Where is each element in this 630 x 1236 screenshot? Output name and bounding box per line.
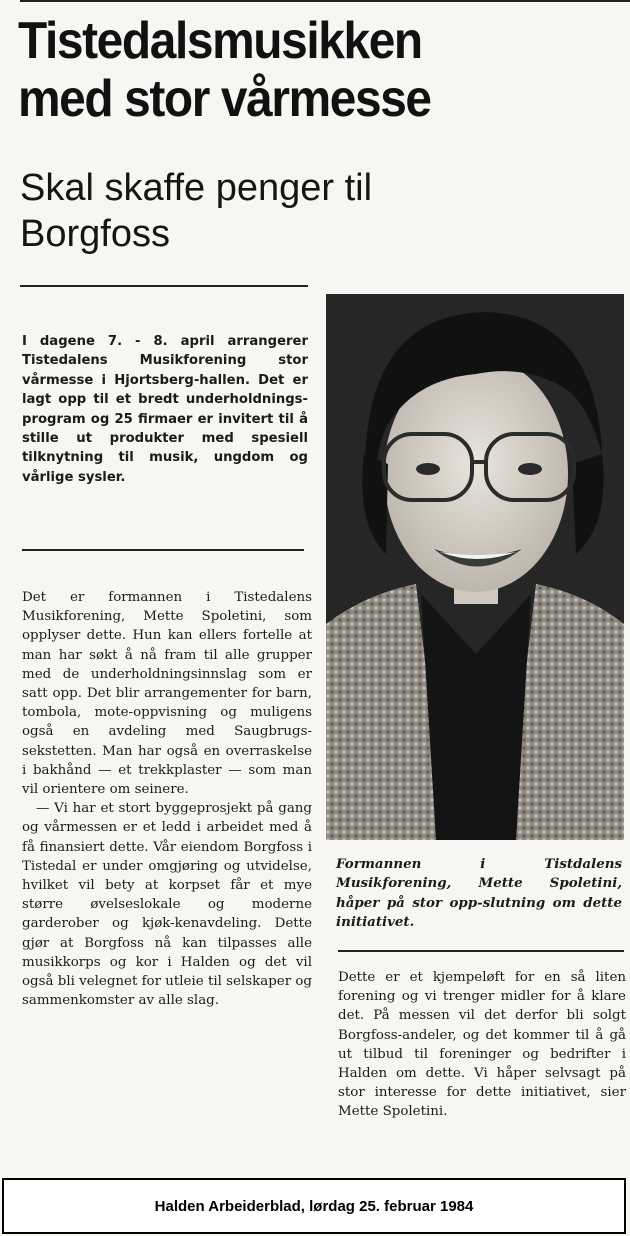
lead-paragraph: I dagene 7. - 8. april arrangerer Tistedalens Musikforening stor vårmesse i Hjortsberg-hallen. Det er lagt opp til et bredt underholdnings-program og 25 firmaer er invitert til å stille ut produkter med spesiell tilknytning til musik, ungdom og vårlige sysler. xyxy=(22,334,308,485)
photo-caption: Formannen i Tistdalens Musikforening, Mette Spoletini, håper på stor opp-slutning om dette initiativet. xyxy=(336,856,622,931)
headline-line-1: Tistedalsmusikken xyxy=(18,12,422,70)
source-citation: Halden Arbeiderblad, lørdag 25. februar 1984 xyxy=(154,1197,474,1215)
portrait-photo xyxy=(326,294,624,840)
body-paragraph: — Vi har et stort byggeprosjekt på gang og vårmessen er et ledd i arbeidet med å få finansiert dette. Vår eiendom Borgfoss i Tistedal er under omgjøring og utvidelse, hvilket vil bety at korpset får et mye større øvelseslokale og moderne garderober og kjøk-kenavdeling. Dette gjør at Borgfoss nå kan tilpasses alle musikkorps og kor i Halden og det vil også bli velegnet for utleie til selskaper og sammenkomster av alle slag. xyxy=(22,801,312,1009)
headline xyxy=(18,12,552,128)
divider-rule xyxy=(338,950,624,952)
subheadline xyxy=(20,165,580,257)
subheadline-line-2: Borgfoss xyxy=(20,213,170,255)
divider-rule xyxy=(22,549,304,551)
adjacent-article-fragment xyxy=(600,20,630,130)
subheadline-line-1: Skal skaffe penger til xyxy=(20,167,373,209)
divider-rule xyxy=(20,285,308,287)
body-paragraph: Dette er et kjempeløft for en så liten forening og vi trenger midler for å klare det. På messen vil det derfor bli solgt Borgfoss-andeler, og det kommer til å gå ut tilbud til foreninger og bedrifter i Halden om dette. Vi håper selvsagt på stor interesse for dette initiativet, sier Mette Spoletini. xyxy=(338,970,626,1120)
headline-line-2: med stor vårmesse xyxy=(18,70,431,128)
body-column-left xyxy=(22,588,312,1010)
body-paragraph: Det er formannen i Tistedalens Musikforening, Mette Spoletini, som opplyser dette. Hun kan ellers fortelle at man har søkt å nå fram til alle grupper med de underholdningsinnslag som er satt opp. Det blir arrangementer for barn, tombola, mote-oppvisning og muligens også en avdeling med Saugbrugs-sekstetten. Man har også en overraskelse i bakhånd — et trekkplaster — som man vil orientere om seinere. xyxy=(22,590,312,798)
portrait-illustration xyxy=(326,294,624,840)
body-column-right xyxy=(338,968,626,1122)
source-caption-box xyxy=(2,1178,626,1234)
top-rule xyxy=(20,0,630,2)
